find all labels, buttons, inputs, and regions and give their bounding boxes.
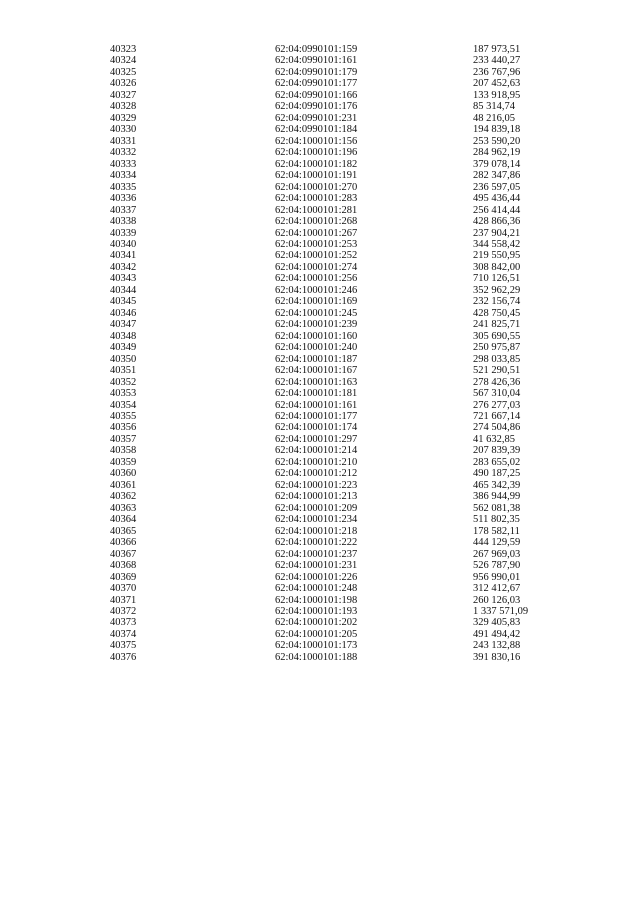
cadastral-value: 495 436,44: [473, 193, 521, 205]
cadastral-number: 62:04:0990101:161: [275, 55, 358, 67]
row-number: 40350: [110, 353, 137, 365]
row-number: 40324: [110, 55, 137, 67]
cadastral-value: 465 342,39: [473, 479, 521, 491]
row-number: 40339: [110, 227, 137, 239]
cadastral-value: 243 132,88: [473, 640, 521, 652]
cadastral-number: 62:04:0990101:184: [275, 124, 358, 136]
cadastral-number: 62:04:0990101:177: [275, 78, 358, 90]
row-number: 40352: [110, 376, 137, 388]
cadastral-number: 62:04:1000101:177: [275, 411, 358, 422]
row-number: 40374: [110, 628, 137, 640]
cadastral-value: 178 582,11: [473, 525, 520, 537]
cadastral-value: 274 504,86: [473, 422, 521, 434]
cadastral-number: 62:04:1000101:163: [275, 376, 358, 388]
cadastral-number: 62:04:1000101:212: [275, 468, 358, 480]
row-number: 40348: [110, 330, 137, 342]
row-number: 40358: [110, 445, 137, 457]
row-number: 40323: [110, 44, 137, 55]
cadastral-value: 219 550,95: [473, 250, 521, 262]
row-number: 40371: [110, 594, 137, 606]
row-number: 40364: [110, 514, 137, 526]
cadastral-value: 490 187,25: [473, 468, 521, 480]
cadastral-value: 567 310,04: [473, 388, 521, 400]
cadastral-number: 62:04:1000101:193: [275, 605, 358, 617]
cadastral-number: 62:04:0990101:166: [275, 89, 358, 101]
row-number: 40342: [110, 261, 137, 273]
cadastral-number: 62:04:1000101:205: [275, 628, 358, 640]
cadastral-value: 562 081,38: [473, 502, 521, 514]
cadastral-number: 62:04:1000101:256: [275, 273, 358, 285]
cadastral-value: 444 129,59: [473, 537, 521, 549]
cadastral-value: 267 969,03: [473, 548, 521, 560]
row-number: 40365: [110, 525, 137, 537]
row-number: 40330: [110, 124, 137, 136]
cadastral-value: 48 216,05: [473, 112, 515, 124]
cadastral-number: 62:04:1000101:169: [275, 296, 358, 308]
cadastral-number: 62:04:1000101:156: [275, 135, 358, 147]
cadastral-number: 62:04:1000101:160: [275, 330, 358, 342]
cadastral-number: 62:04:1000101:281: [275, 204, 358, 216]
cadastral-value: 511 802,35: [473, 514, 520, 526]
row-number: 40329: [110, 112, 137, 124]
row-number: 40356: [110, 422, 137, 434]
cadastral-value: 41 632,85: [473, 433, 515, 445]
row-number: 40368: [110, 560, 137, 572]
cadastral-value: 721 667,14: [473, 411, 521, 422]
cadastral-value: 237 904,21: [473, 227, 521, 239]
cadastral-value: 312 412,67: [473, 583, 521, 595]
cadastral-value: 329 405,83: [473, 617, 521, 629]
cadastral-number: 62:04:1000101:213: [275, 491, 358, 503]
row-number: 40340: [110, 238, 137, 250]
cadastral-value: 391 830,16: [473, 651, 521, 663]
cadastral-number: 62:04:1000101:188: [275, 651, 358, 663]
cadastral-value: 85 314,74: [473, 101, 515, 113]
cadastral-number: 62:04:1000101:181: [275, 388, 358, 400]
row-number: 40369: [110, 571, 137, 583]
row-number: 40362: [110, 491, 137, 503]
row-number: 40335: [110, 181, 137, 193]
row-number: 40336: [110, 193, 137, 205]
row-number: 40344: [110, 284, 137, 296]
row-number: 40325: [110, 66, 137, 78]
cadastral-number: 62:04:1000101:214: [275, 445, 358, 457]
cadastral-number: 62:04:1000101:210: [275, 456, 358, 468]
cadastral-number: 62:04:1000101:248: [275, 583, 358, 595]
cadastral-number: 62:04:1000101:268: [275, 216, 358, 228]
cadastral-value: 133 918,95: [473, 89, 521, 101]
cadastral-value: 187 973,51: [473, 44, 521, 55]
row-number: 40326: [110, 78, 137, 90]
cadastral-number: 62:04:1000101:252: [275, 250, 358, 262]
row-number: 40337: [110, 204, 137, 216]
cadastral-value: 250 975,87: [473, 342, 521, 354]
row-number: 40376: [110, 651, 137, 663]
cadastral-value: 253 590,20: [473, 135, 521, 147]
cadastral-value: 308 842,00: [473, 261, 521, 273]
row-number: 40355: [110, 411, 137, 422]
cadastral-number: 62:04:1000101:209: [275, 502, 358, 514]
cadastral-value: 491 494,42: [473, 628, 521, 640]
row-number: 40338: [110, 216, 137, 228]
cadastral-number: 62:04:0990101:179: [275, 66, 358, 78]
row-number: 40366: [110, 537, 137, 549]
cadastral-number: 62:04:1000101:167: [275, 365, 358, 377]
cadastral-value: 284 962,19: [473, 147, 521, 159]
row-number: 40372: [110, 605, 137, 617]
cadastral-number: 62:04:1000101:237: [275, 548, 358, 560]
cadastral-number: 62:04:1000101:161: [275, 399, 358, 411]
row-number: 40345: [110, 296, 137, 308]
cadastral-number: 62:04:1000101:234: [275, 514, 358, 526]
cadastral-value: 1 337 571,09: [473, 605, 529, 617]
cadastral-value: 260 126,03: [473, 594, 521, 606]
cadastral-number: 62:04:1000101:187: [275, 353, 358, 365]
cadastral-number: 62:04:0990101:176: [275, 101, 358, 113]
row-number: 40360: [110, 468, 137, 480]
cadastral-value: 428 866,36: [473, 216, 521, 228]
cadastral-number: 62:04:0990101:231: [275, 112, 358, 124]
cadastral-number: 62:04:1000101:267: [275, 227, 358, 239]
row-number: 40367: [110, 548, 137, 560]
cadastral-number: 62:04:1000101:274: [275, 261, 358, 273]
row-number: 40375: [110, 640, 137, 652]
cadastral-number: 62:04:1000101:173: [275, 640, 358, 652]
cadastral-value: 276 277,03: [473, 399, 521, 411]
cadastral-number: 62:04:1000101:218: [275, 525, 358, 537]
cadastral-number: 62:04:1000101:231: [275, 560, 358, 572]
row-number: 40347: [110, 319, 137, 331]
row-number: 40361: [110, 479, 137, 491]
row-number: 40334: [110, 170, 137, 182]
cadastral-value: 386 944,99: [473, 491, 521, 503]
row-number: 40349: [110, 342, 137, 354]
cadastral-number: 62:04:1000101:246: [275, 284, 358, 296]
row-number: 40370: [110, 583, 137, 595]
row-number: 40359: [110, 456, 137, 468]
row-number: 40354: [110, 399, 137, 411]
cadastral-number: 62:04:1000101:240: [275, 342, 358, 354]
cadastral-number: 62:04:1000101:245: [275, 307, 358, 319]
cadastral-value: 233 440,27: [473, 55, 521, 67]
cadastral-number: 62:04:1000101:226: [275, 571, 358, 583]
cadastral-value: 278 426,36: [473, 376, 521, 388]
cadastral-value: 521 290,51: [473, 365, 521, 377]
cadastral-value: 428 750,45: [473, 307, 521, 319]
cadastral-number: 62:04:0990101:159: [275, 44, 358, 55]
cadastral-value: 232 156,74: [473, 296, 521, 308]
cadastral-number: 62:04:1000101:283: [275, 193, 358, 205]
cadastral-number: 62:04:1000101:222: [275, 537, 358, 549]
row-number: 40331: [110, 135, 137, 147]
row-number: 40373: [110, 617, 137, 629]
cadastral-value: 207 839,39: [473, 445, 521, 457]
cadastral-number: 62:04:1000101:253: [275, 238, 358, 250]
cadastral-number: 62:04:1000101:239: [275, 319, 358, 331]
cadastral-value: 283 655,02: [473, 456, 521, 468]
cadastral-value: 344 558,42: [473, 238, 521, 250]
row-number: 40328: [110, 101, 137, 113]
cadastral-value: 236 767,96: [473, 66, 521, 78]
row-number: 40332: [110, 147, 137, 159]
cadastral-number: 62:04:1000101:270: [275, 181, 358, 193]
cadastral-value: 207 452,63: [473, 78, 521, 90]
cadastral-value: 352 962,29: [473, 284, 521, 296]
cadastral-number: 62:04:1000101:198: [275, 594, 358, 606]
cadastral-number: 62:04:1000101:196: [275, 147, 358, 159]
cadastral-value: 256 414,44: [473, 204, 521, 216]
cadastral-number: 62:04:1000101:174: [275, 422, 358, 434]
row-number: 40351: [110, 365, 137, 377]
cadastral-number: 62:04:1000101:191: [275, 170, 358, 182]
cadastral-number: 62:04:1000101:202: [275, 617, 358, 629]
cadastral-number: 62:04:1000101:223: [275, 479, 358, 491]
row-number: 40343: [110, 273, 137, 285]
cadastral-value: 526 787,90: [473, 560, 521, 572]
cadastral-value: 379 078,14: [473, 158, 521, 170]
cadastral-value: 956 990,01: [473, 571, 521, 583]
row-number: 40363: [110, 502, 137, 514]
cadastral-value: 194 839,18: [473, 124, 521, 136]
row-number: 40333: [110, 158, 137, 170]
row-number: 40341: [110, 250, 137, 262]
cadastral-value: 305 690,55: [473, 330, 521, 342]
cadastral-value: 710 126,51: [473, 273, 521, 285]
row-number: 40353: [110, 388, 137, 400]
cadastral-value: 298 033,85: [473, 353, 521, 365]
row-number: 40327: [110, 89, 137, 101]
cadastral-number: 62:04:1000101:297: [275, 433, 358, 445]
cadastral-value: 236 597,05: [473, 181, 521, 193]
cadastral-value: 241 825,71: [473, 319, 521, 331]
cadastral-number: 62:04:1000101:182: [275, 158, 358, 170]
row-number: 40357: [110, 433, 137, 445]
cadastral-value: 282 347,86: [473, 170, 521, 182]
row-number: 40346: [110, 307, 137, 319]
